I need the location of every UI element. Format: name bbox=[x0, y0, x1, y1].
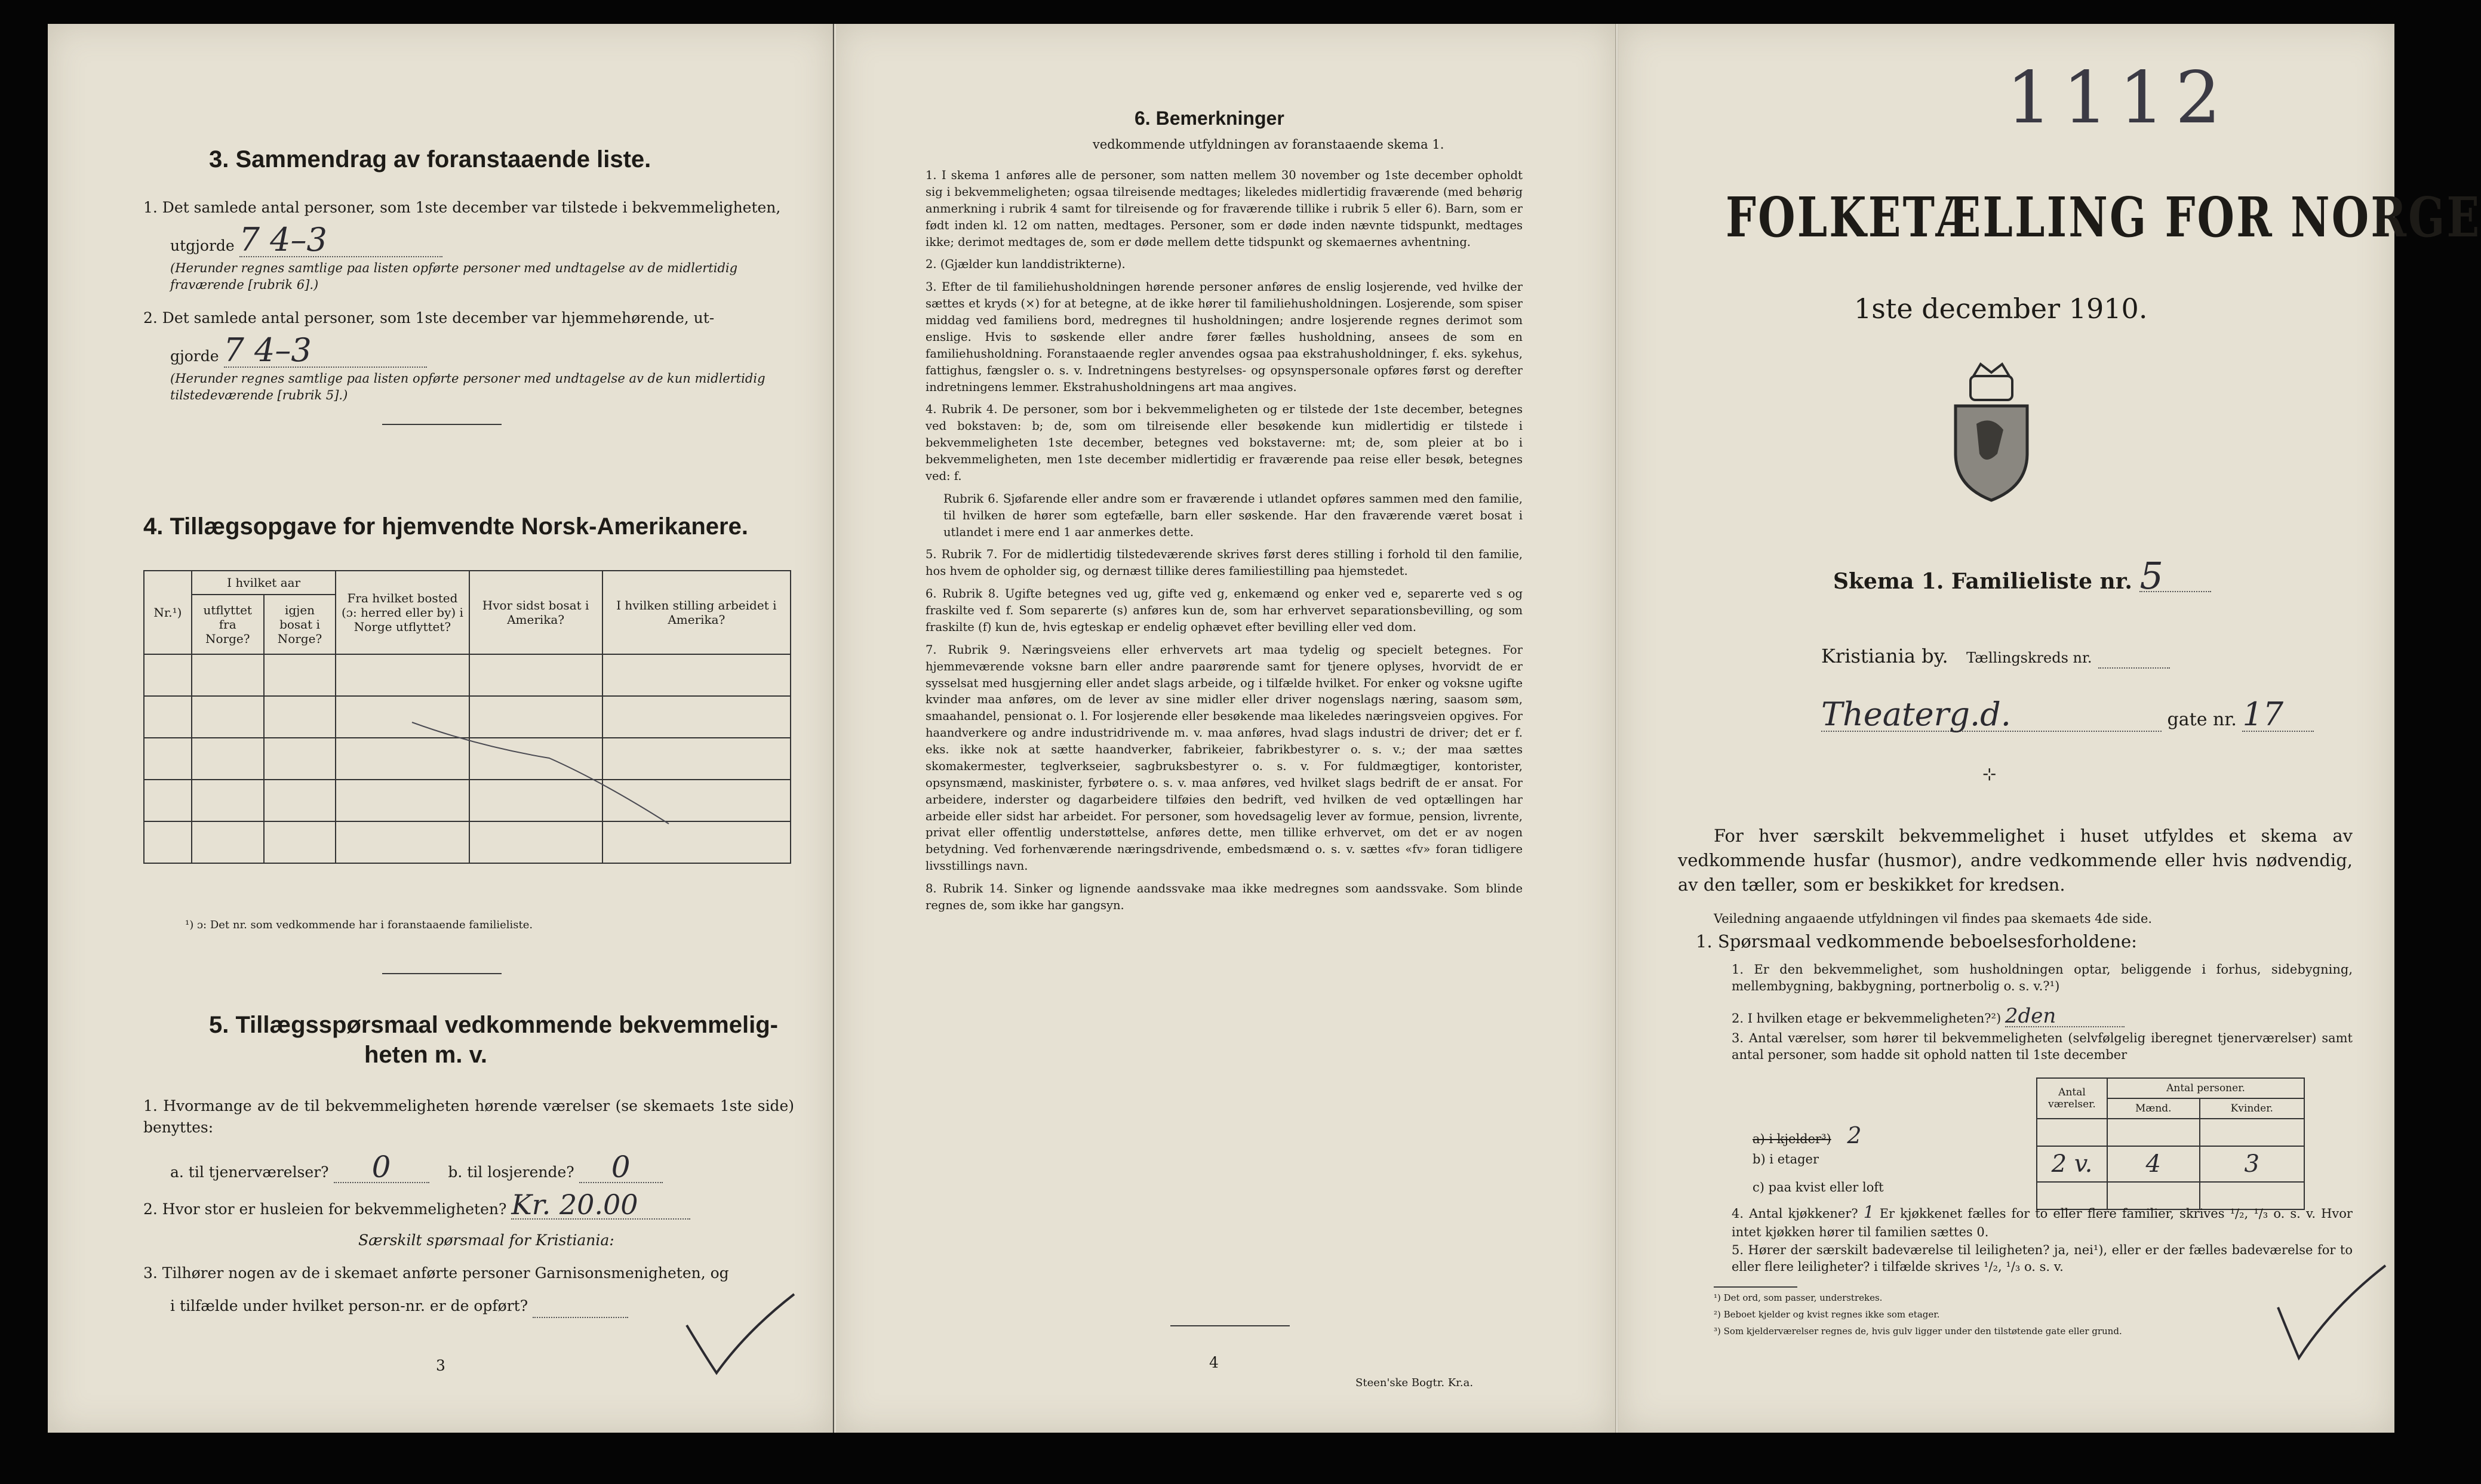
pen-stroke-mark bbox=[406, 710, 675, 830]
floor-label: 2. I hvilken etage er bekvemmeligheten?²) bbox=[1732, 1011, 2002, 1026]
divider bbox=[1170, 1325, 1290, 1326]
remark-paragraph: 2. (Gjælder kun landdistrikterne). bbox=[926, 257, 1126, 272]
footnote: ¹) Det ord, som passer, understrekes. bbox=[1714, 1292, 1883, 1303]
table-row bbox=[2037, 1119, 2304, 1146]
summary-item-1: 1. Det samlede antal personer, som 1ste december var tilstede i bekvemmeligheten, bbox=[143, 199, 781, 216]
printer-imprint: Steen'ske Bogtr. Kr.a. bbox=[1355, 1377, 1474, 1389]
family-list-number[interactable]: 5 bbox=[2139, 561, 2211, 592]
col-year-group: I hvilket aar bbox=[192, 571, 336, 595]
present-count-value[interactable]: 7 4–3 bbox=[239, 224, 442, 257]
page-number: 4 bbox=[1209, 1354, 1219, 1371]
resident-count-value[interactable]: 7 4–3 bbox=[224, 334, 427, 368]
rent-value[interactable]: Kr. 20.00 bbox=[511, 1191, 690, 1220]
col-emigrated: utflyttet fra Norge? bbox=[192, 595, 264, 654]
col-women: Kvinder. bbox=[2200, 1098, 2305, 1119]
row-attic-label: c) paa kvist eller loft bbox=[1753, 1180, 1884, 1194]
rooms-count[interactable]: 2 v. bbox=[2037, 1146, 2107, 1182]
item-1-note: (Herunder regnes samtlige paa listen opførte personer med undtagelse av de midlertidig fraværende [rubrik 6].) bbox=[170, 261, 738, 293]
item-1-prefix: utgjorde bbox=[170, 237, 235, 254]
kristiania-heading: Særskilt spørsmaal for Kristiania: bbox=[358, 1231, 614, 1249]
document-title: FOLKETÆLLING FOR NORGE bbox=[1726, 185, 2481, 250]
middle-page bbox=[836, 24, 1615, 1433]
ornament-icon: ⊹ bbox=[1982, 764, 1997, 784]
floor-value[interactable]: 2den bbox=[2005, 1006, 2125, 1027]
left-page bbox=[48, 24, 833, 1433]
remark-paragraph: 4. Rubrik 4. De personer, som bor i bekvemmeligheten og er tilstede der 1ste december, betegnes ved bokstaven: b; de, som om tilreisende eller besøkende kun midlertidig er tilstede i bekvemmeligheten 1ste december, betegnes ved bokstaverne: mt; de, som pleier at bo i bekvemmeligheten, men 1ste december midlertidig er fraværende paa reise eller besøk, betegnes ved: f. bbox=[926, 402, 1523, 483]
col-nr: Nr.¹) bbox=[144, 571, 192, 654]
checkmark-icon bbox=[681, 1289, 800, 1385]
kitchens-value[interactable]: 1 bbox=[1863, 1202, 1874, 1222]
street-number[interactable]: 17 bbox=[2242, 698, 2314, 732]
col-occupation: I hvilken stilling arbeidet i Amerika? bbox=[602, 571, 791, 654]
rent-label: 2. Hvor stor er husleien for bekvemmeligheten? bbox=[143, 1200, 507, 1218]
footnote: ²) Beboet kjelder og kvist regnes ikke som etager. bbox=[1714, 1309, 1940, 1320]
summary-item-2: 2. Det samlede antal personer, som 1ste december var hjemmehørende, ut- bbox=[143, 309, 715, 327]
checkmark-icon bbox=[2272, 1260, 2391, 1367]
servant-rooms-value[interactable]: 0 bbox=[334, 1152, 429, 1183]
norway-coat-of-arms-icon bbox=[1944, 364, 2039, 501]
section-4-title: 4. Tillægsopgave for hjemvendte Norsk-Amerikanere. bbox=[143, 513, 748, 540]
bathroom-question: 5. Hører der særskilt badeværelse til leiligheten? ja, nei¹), eller er der fælles badeværelse for to eller flere leiligheter? i tilfælde skrives ¹/₂, ¹/₃ o. s. v. bbox=[1732, 1243, 2353, 1274]
question-3: 3. Tilhører nogen av de i skemaet anførte personer Garnisonsmenigheten, og bbox=[143, 1264, 729, 1282]
question-3-cont: i tilfælde under hvilket person-nr. er de opført? bbox=[170, 1297, 528, 1314]
lodger-rooms-value[interactable]: 0 bbox=[579, 1152, 663, 1183]
lodger-rooms-label: b. til losjerende? bbox=[448, 1163, 574, 1181]
section-5-title-line1: 5. Tillægsspørsmaal vedkommende bekvemmelig- bbox=[209, 1012, 778, 1038]
page-number: 3 bbox=[436, 1357, 445, 1374]
remarks-body bbox=[926, 167, 1523, 920]
right-page bbox=[1618, 24, 2481, 1433]
remarks-title: 6. Bemerkninger bbox=[1135, 107, 1284, 129]
remark-paragraph: 8. Rubrik 14. Sinker og lignende aandssvake maa ikke medregnes som aandssvake. Som blinde regnes de, som ikke har gangsyn. bbox=[926, 882, 1523, 912]
footnote: ³) Som kjelderværelser regnes de, hvis gulv ligger under den tilstøtende gate eller grund. bbox=[1714, 1326, 2122, 1337]
col-men: Mænd. bbox=[2107, 1098, 2200, 1119]
rooms-persons-table bbox=[2036, 1077, 2305, 1210]
gate-label: gate nr. bbox=[2167, 709, 2237, 730]
row-floors-label: b) i etager bbox=[1753, 1152, 1819, 1166]
row-cellar-hand: 2 bbox=[1847, 1122, 1862, 1149]
district-label: Tællingskreds nr. bbox=[1966, 649, 2092, 666]
city-label: Kristiania by. bbox=[1821, 645, 1948, 667]
residence-question-1: 1. Er den bekvemmelighet, som husholdningen optar, beliggende i forhus, sidebygning, mellembygning, bakbygning, portnerbolig o. s. v.?¹) bbox=[1732, 962, 2353, 994]
table-row bbox=[2037, 1146, 2304, 1182]
section-1-title: 1. Spørsmaal vedkommende beboelsesforholdene: bbox=[1696, 931, 2137, 952]
remark-paragraph: 1. I skema 1 anføres alle de personer, som natten mellem 30 november og 1ste december opholdt sig i bekvemmeligheten; ogsaa tilreisende medtages; likeledes midlertidig fraværende (med behørig anmerkning i rubrik 4 samt for tilreisende og for fraværende tillike i rubrik 5 eller 6). Barn, som er født inden kl. 12 om natten, medtages. Personer, som er døde inden nævnte tidspunkt, medtages ikke; derimot medtages de, som er døde mellem dette tidspunkt og skemaernes avhentning. bbox=[926, 168, 1523, 249]
table-row bbox=[144, 654, 791, 696]
residence-question-3: 3. Antal værelser, som hører til bekvemmeligheten (selvfølgelig iberegnet tjenerværelser) samt antal personer, som hadde sit ophold natten til 1ste december bbox=[1732, 1031, 2353, 1063]
question-1: 1. Hvormange av de til bekvemmeligheten hørende værelser (se skemaets 1ste side) benyttes: bbox=[143, 1097, 794, 1136]
section-5-title-line2: heten m. v. bbox=[364, 1042, 487, 1068]
servant-rooms-label: a. til tjenerværelser? bbox=[170, 1163, 329, 1181]
col-persons-group: Antal personer. bbox=[2107, 1078, 2304, 1098]
remark-paragraph: 3. Efter de til familiehusholdningen hørende personer anføres de enslig losjerende, ved hvilke der sættes et kryds (×) for at betegne, at de ikke hører til familiehusholdningen. Losjerende, som spiser middag ved familiens bord, medregnes til husholdningen; andre losjerende regnes derimot som enslige. Hvis to søskende eller andre fører fælles husholdning, ansees de som en familiehusholdning. Foranstaaende regler anvendes ogsaa paa ekstrahusholdninger, f. eks. sykehus, fattighus, fængsler o. s. v. Indretningens bestyrelses- og opsynspersonale opføres først og derefter indretningens lemmer. Ekstrahusholdningens art maa angives. bbox=[926, 280, 1523, 394]
remark-paragraph: Rubrik 6. Sjøfarende eller andre som er fraværende i utlandet opføres sammen med den familie, til hvilken de hører som egtefælle, barn eller søskende. Har den fraværende været bosat i utlandet i mere end 1 aar anmerkes dette. bbox=[943, 491, 1523, 539]
intro-text: For hver særskilt bekvemmelighet i huset utfyldes et skema av vedkommende husfar (husmor), andre vedkommende eller hvis nødvendig, av den tæller, som er beskikket for kredsen. bbox=[1678, 826, 2353, 895]
archive-number: 1112 bbox=[2006, 57, 2232, 140]
col-returned: igjen bosat i Norge? bbox=[264, 595, 336, 654]
item-2-note: (Herunder regnes samtlige paa listen opførte personer med undtagelse av de kun midlertidig tilstedeværende [rubrik 5].) bbox=[170, 371, 765, 403]
kitchens-label: 4. Antal kjøkkener? bbox=[1732, 1206, 1858, 1221]
table-footnote: ¹) ɔ: Det nr. som vedkommende har i foranstaaende familieliste. bbox=[185, 919, 533, 931]
guidance-note: Veiledning angaaende utfyldningen vil findes paa skemaets 4de side. bbox=[1714, 912, 2153, 926]
women-count[interactable]: 3 bbox=[2200, 1146, 2305, 1182]
census-date: 1ste december 1910. bbox=[1854, 293, 2148, 325]
item-2-prefix: gjorde bbox=[170, 347, 219, 365]
col-last-residence: Hvor sidst bosat i Amerika? bbox=[469, 571, 602, 654]
remark-paragraph: 6. Rubrik 8. Ugifte betegnes ved ug, gifte ved g, enkemænd og enker ved e, separerte ved s og fraskilte ved f. Som separerte (s) anføres kun de, som har erhvervet separationsbevilling, og som fraskilte (f) kun de, hvis egteskap er endelig ophævet efter bevilling eller ved dom. bbox=[926, 587, 1523, 634]
street-name[interactable]: Theaterg.d. bbox=[1821, 698, 2162, 732]
divider bbox=[1714, 1286, 1797, 1288]
divider bbox=[382, 973, 502, 974]
district-number-field[interactable] bbox=[2098, 645, 2170, 669]
schema-label: Skema 1. Familieliste nr. bbox=[1833, 569, 2132, 594]
col-rooms: Antal værelser. bbox=[2037, 1078, 2107, 1119]
col-from-place: Fra hvilket bosted (ɔ: herred eller by) i Norge utflyttet? bbox=[336, 571, 469, 654]
row-cellar-label: a) i kjelder³) bbox=[1753, 1132, 1831, 1146]
remark-paragraph: 5. Rubrik 7. For de midlertidig tilstedeværende skrives først deres stilling i forhold til den familie, hos hvem de opholder sig, og dernæst tillike deres familiestilling paa hjemstedet. bbox=[926, 547, 1523, 578]
men-count[interactable]: 4 bbox=[2107, 1146, 2200, 1182]
kitchens-rest: Er kjøkkenet fælles for to eller flere familier, skrives ¹/₂, ¹/₃ o. s. v. Hvor intet kjøkken hører til familien sættes 0. bbox=[1732, 1206, 2353, 1239]
remark-paragraph: 7. Rubrik 9. Næringsveiens eller erhvervets art maa tydelig og specielt betegnes. For hjemmeværende voksne barn eller andre paarørende samt for tjenere oplyses, hvorvidt de er sysselsat med husgjerning eller andet slags arbeide, og i tilfælde hvilket. For enker og voksne ugifte kvinder maa anføres, om de lever av sine midler eller driver nogenslags næring, saasom søm, smaahandel, pensionat o. l. For losjerende eller besøkende maa likeledes næringsveien opgives. For haandverkere og andre industridrivende m. v. maa anføres, hvad slags industri de driver; det er f. eks. ikke nok at sætte haandverker, fabrikeier, fabrikbestyrer o. s. v.; der maa sættes skomakermester, teglverkseier, sagbruksbestyrer o. s. v. For fuldmægtiger, kontorister, opsynsmænd, maskinister, fyrbøtere o. s. v. maa anføres, ved hvilket slags bedrift de er ansat. For arbeidere, inderster og dagarbeidere tilføies den bedrift, ved hvilken de ved optællingen har arbeide eller sidst har arbeidet. For personer, som hovedsagelig lever av formue, pension, livrente, privat eller offentlig understøttelse, anføres dette, men tillike erhvervet, om det er av nogen betydning. Ved forhenværende næringsdrivende, embedsmænd o. s. v. sættes «fv» foran tidligere livsstillings navn. bbox=[926, 642, 1523, 873]
remarks-subtitle: vedkommende utfyldningen av foranstaaende skema 1. bbox=[1093, 137, 1444, 152]
section-3-title: 3. Sammendrag av foranstaaende liste. bbox=[209, 146, 651, 173]
divider bbox=[382, 424, 502, 425]
